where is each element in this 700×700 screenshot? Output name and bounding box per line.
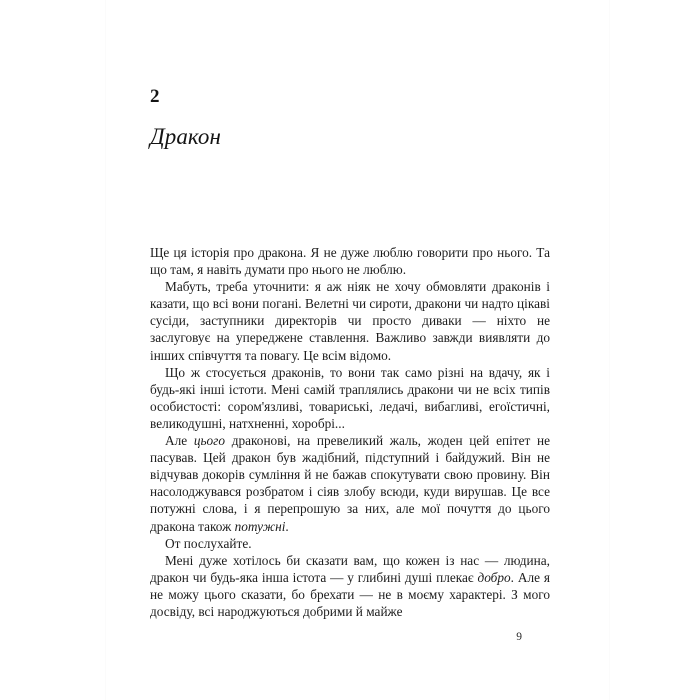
paragraph: От послухайте. [165, 535, 252, 551]
emphasis-text: добро [477, 569, 511, 585]
chapter-heading [150, 86, 550, 150]
paragraph: Що ж стосується драконів, то вони так само різні на вдачу, як і будь-які інші істоти. Мені самій траплялись дракони чи не всіх типів особистості: сором'язливі, товариські, ледачі, вибагливі, егоїстичні, великодушні, натхненні, хоробрі... [150, 364, 550, 431]
paragraph: Мабуть, треба уточнити: я аж ніяк не хочу обмовляти драконів і казати, що всі вони погані. Велетні чи сироти, дракони чи надто цікаві сусіди, заступники директорів чи просто диваки — ніхто не заслуговує на упереджене ставлення. Важливо завжди виявляти до інших співчуття та повагу. Це всім відомо. [150, 279, 550, 363]
body-text [150, 244, 550, 620]
paragraph: Ще ця історія про дракона. Я не дуже люблю говорити про нього. Та що там, я навіть думати про нього не люблю. [150, 245, 550, 278]
paragraph: Мені дуже хотілось би сказати вам, що кожен із нас — людина, дракон чи будь-яка інша істота — у глибині душі плекає добро. Але я не можу цього сказати, бо брехати — не в моєму характері. З мого досвіду, всі народжуються добрими й майже [150, 552, 550, 619]
page-number: 9 [516, 631, 522, 643]
chapter-number: 2 [150, 86, 160, 107]
page-content [150, 0, 550, 700]
paragraph: Але цього драконові, на превеликий жаль, жоден цей епітет не пасував. Цей дракон був жадібний, підступний і байдужий. Він не відчував докорів сумління й не бажав спокутувати свою провину. Він насолоджувався розбратом і сіяв злобу всюди, куди вирушав. Це все потужні слова, і я перепрошую за них, але мої почуття до цього дракона також потужні. [150, 433, 551, 534]
emphasis-text: потужні [234, 518, 286, 534]
emphasis-text: цього [193, 433, 226, 449]
chapter-title: Дракон [150, 124, 222, 149]
